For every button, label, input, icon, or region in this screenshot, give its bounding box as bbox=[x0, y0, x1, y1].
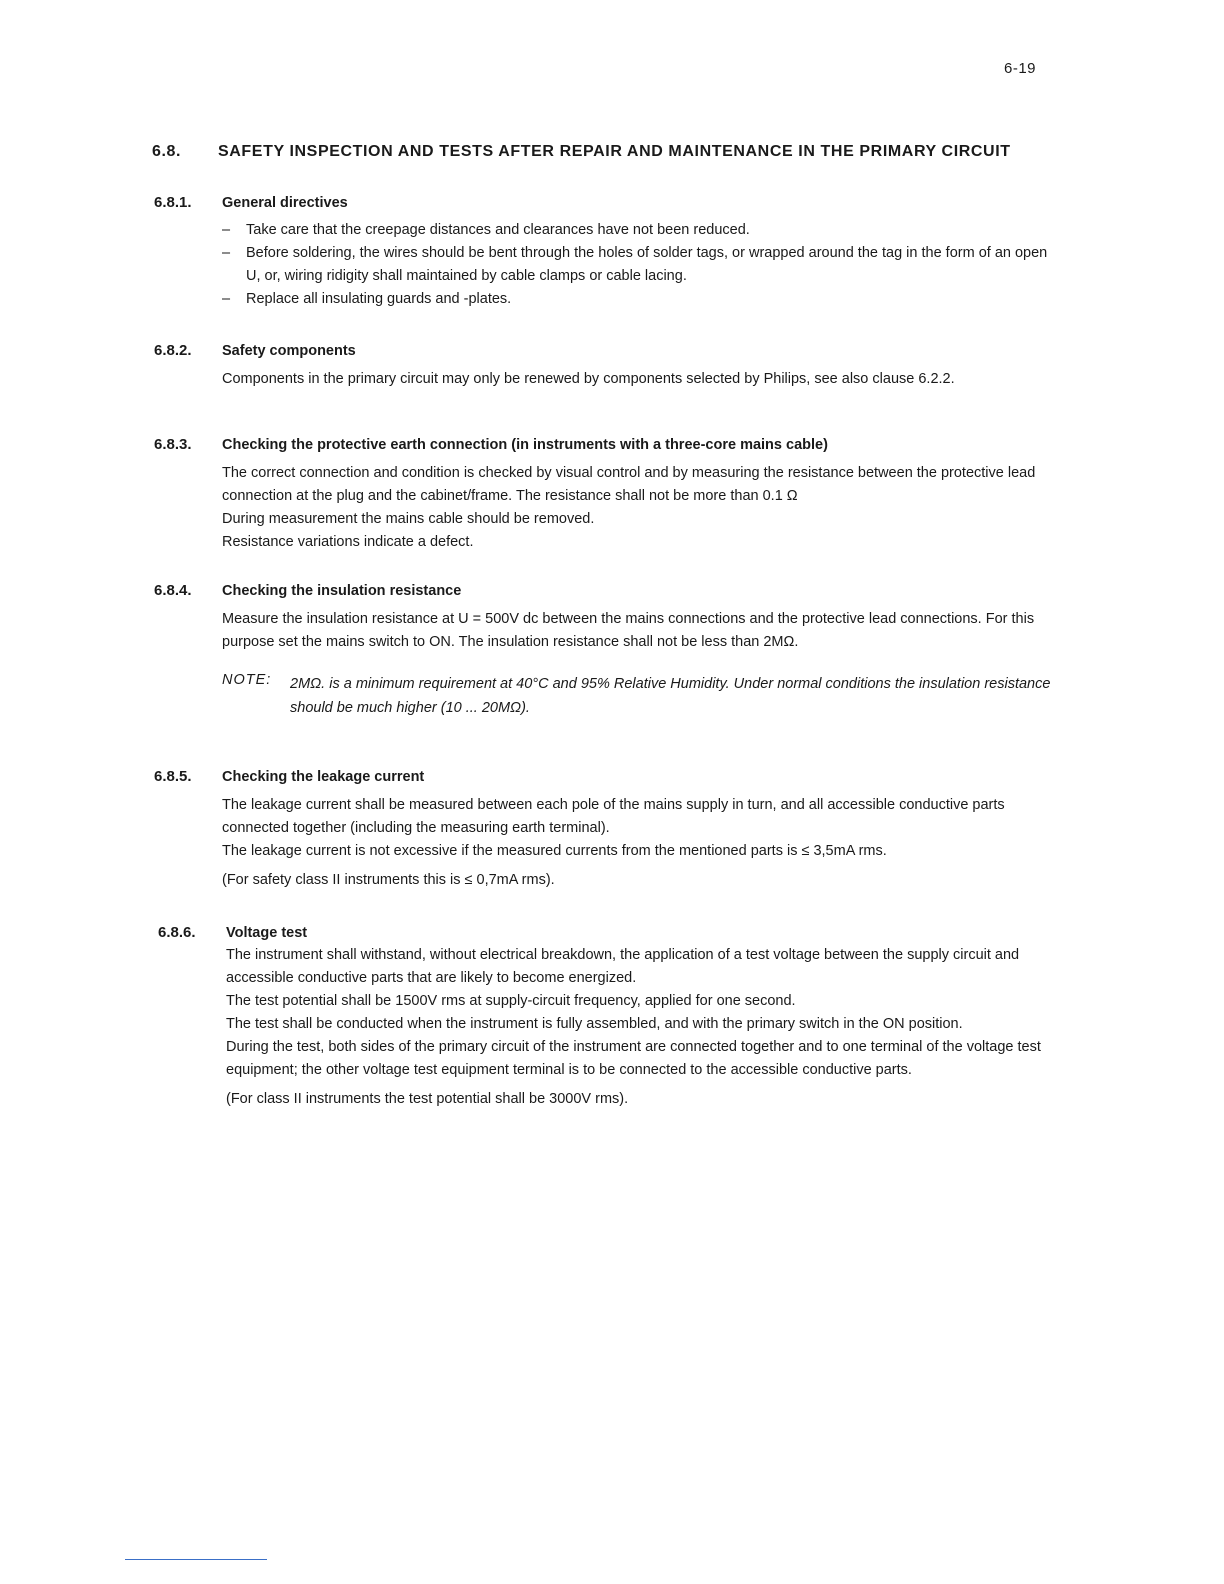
section-insulation-resistance bbox=[154, 580, 1054, 720]
section-title: Safety components bbox=[222, 343, 356, 359]
note-text: 2MΩ. is a minimum requirement at 40°C and 95% Relative Humidity. Under normal conditions the insulation resistance should be much higher (10 ... 20MΩ). bbox=[290, 676, 1051, 716]
section-number: 6.8.4. bbox=[154, 582, 192, 599]
paragraph: The instrument shall withstand, without electrical breakdown, the application of a test voltage between the supply circuit and accessible conductive parts that are likely to become energized. bbox=[226, 947, 1020, 986]
paragraph: During the test, both sides of the primary circuit of the instrument are connected together and to one terminal of the voltage test equipment; the other voltage test equipment terminal is to be connected to the accessible conductive parts. bbox=[226, 1039, 1041, 1078]
section-leakage-current bbox=[154, 766, 1054, 892]
list-item: – Before soldering, the wires should be bent through the holes of solder tags, or wrapped around the tag in the form of an open U, or, wiring ridigity shall maintained by cable clamps or cable lacing. bbox=[222, 242, 1054, 288]
heading-text: SAFETY INSPECTION AND TESTS AFTER REPAIR AND MAINTENANCE IN THE PRIMARY CIRCUIT bbox=[218, 143, 1011, 160]
list-item: – Replace all insulating guards and -plates. bbox=[222, 288, 1054, 311]
footer-divider bbox=[125, 1559, 267, 1560]
paragraph: The correct connection and condition is checked by visual control and by measuring the resistance between the protective lead connection at the plug and the cabinet/frame. The resistance shall not be more than 0.1 Ω bbox=[222, 465, 1036, 504]
paragraph: The test potential shall be 1500V rms at supply-circuit frequency, applied for one second. bbox=[226, 993, 796, 1009]
paragraph: The leakage current shall be measured between each pole of the mains supply in turn, and all accessible conductive parts connected together (including the measuring earth terminal). bbox=[222, 797, 1005, 836]
paragraph: Measure the insulation resistance at U = 500V dc between the mains connections and the protective lead connections. For this purpose set the mains switch to ON. The insulation resistance shall not be less than 2MΩ. bbox=[222, 611, 1035, 650]
paragraph: Components in the primary circuit may only be renewed by components selected by Philips, see also clause 6.2.2. bbox=[222, 371, 955, 387]
paragraph: The test shall be conducted when the instrument is fully assembled, and with the primary switch in the ON position. bbox=[226, 1016, 963, 1032]
heading-number: 6.8. bbox=[152, 143, 182, 160]
section-number: 6.8.3. bbox=[154, 436, 192, 453]
section-title: General directives bbox=[222, 195, 348, 211]
chapter-heading bbox=[152, 143, 1052, 161]
section-title: Checking the leakage current bbox=[222, 769, 425, 785]
paragraph: (For class II instruments the test potential shall be 3000V rms). bbox=[226, 1091, 629, 1107]
note-block bbox=[222, 672, 1054, 720]
section-voltage-test bbox=[158, 922, 1058, 1111]
paragraph: (For safety class II instruments this is ≤ 0,7mA rms). bbox=[222, 872, 555, 888]
section-safety-components bbox=[154, 340, 1054, 391]
section-number: 6.8.1. bbox=[154, 194, 192, 211]
section-protective-earth bbox=[154, 434, 1054, 554]
list-item: – Take care that the creepage distances and clearances have not been reduced. bbox=[222, 219, 1054, 242]
section-title: Voltage test bbox=[226, 925, 308, 941]
section-title: Checking the insulation resistance bbox=[222, 583, 462, 599]
paragraph: Resistance variations indicate a defect. bbox=[222, 534, 474, 550]
section-number: 6.8.2. bbox=[154, 342, 192, 359]
section-number: 6.8.6. bbox=[158, 924, 196, 941]
page-number: 6-19 bbox=[1004, 60, 1037, 77]
paragraph: The leakage current is not excessive if the measured currents from the mentioned parts is ≤ 3,5mA rms. bbox=[222, 843, 887, 859]
paragraph: During measurement the mains cable should be removed. bbox=[222, 511, 595, 527]
note-label: NOTE: bbox=[222, 672, 272, 688]
section-general-directives bbox=[154, 192, 1054, 311]
directives-list bbox=[222, 219, 1054, 311]
section-title: Checking the protective earth connection (in instruments with a three-core mains cable) bbox=[222, 437, 828, 453]
section-number: 6.8.5. bbox=[154, 768, 192, 785]
